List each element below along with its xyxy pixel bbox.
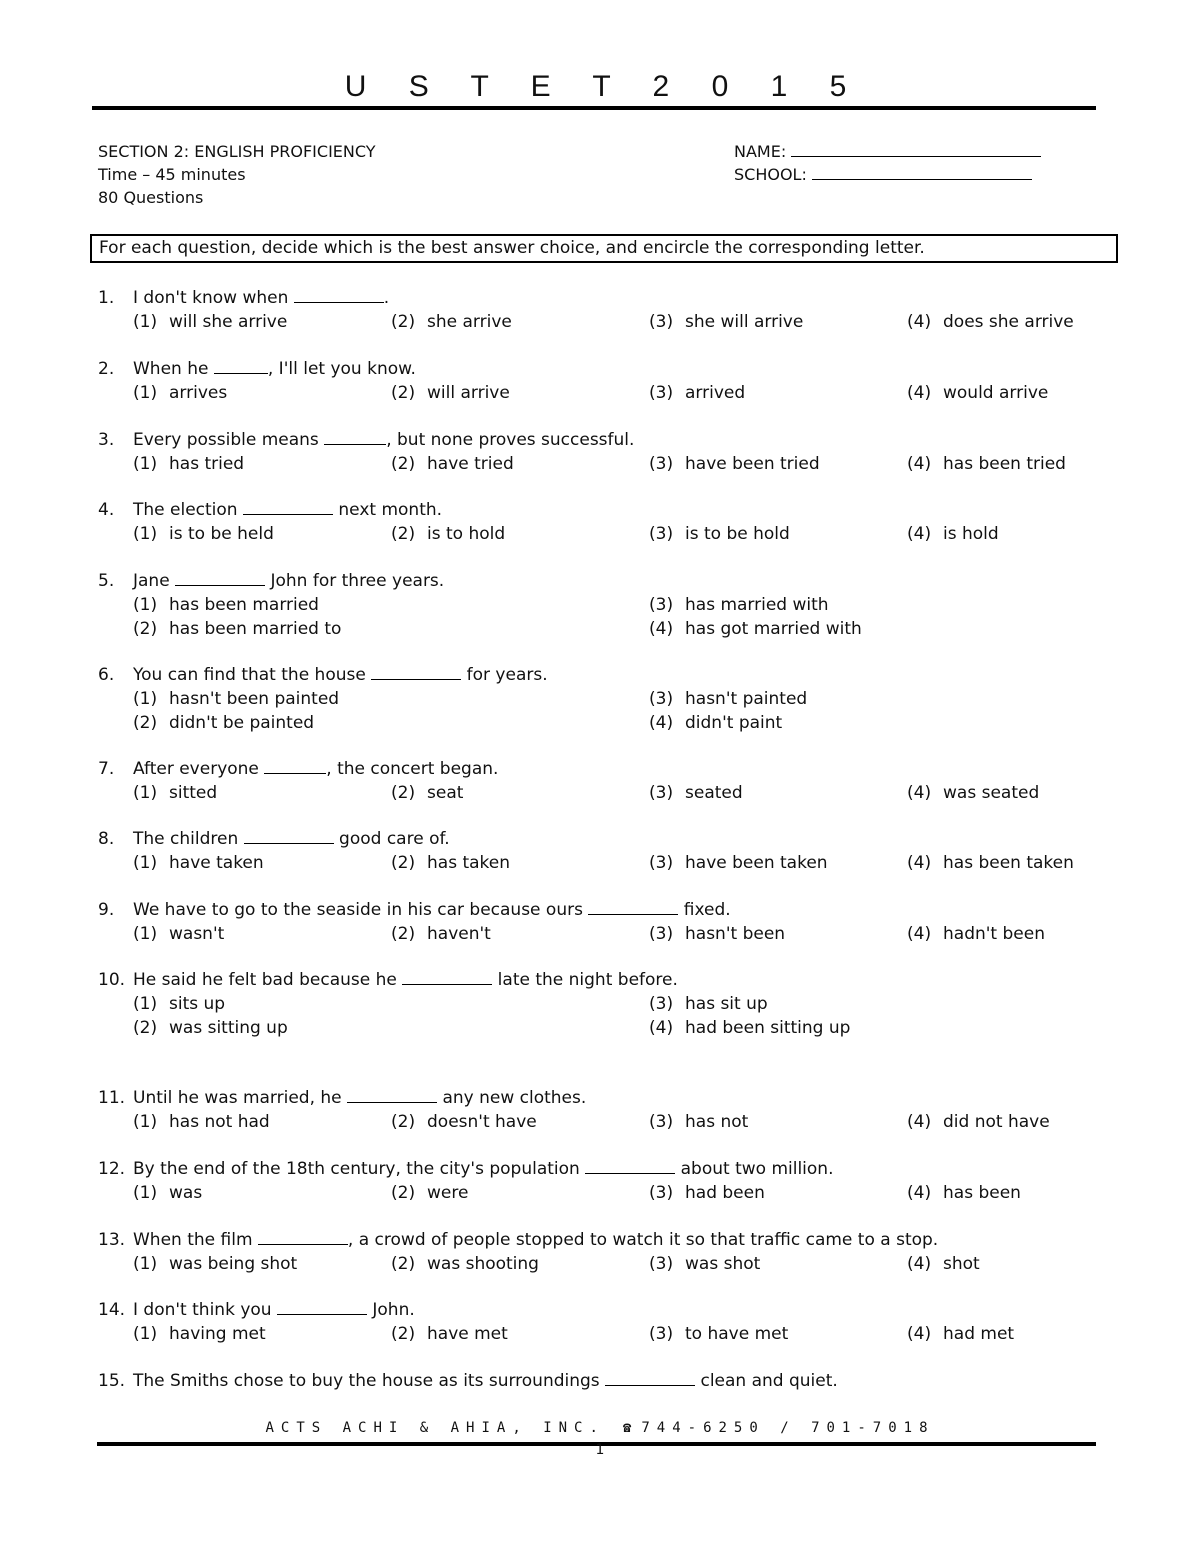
question	[98, 1369, 1108, 1393]
company-name: ACTS ACHI & AHIA, INC.	[265, 1420, 605, 1436]
question	[98, 569, 1108, 641]
name-label: NAME:	[734, 142, 787, 161]
answer-blank	[324, 429, 386, 445]
answer-blank	[243, 499, 333, 515]
question-stem-end: good care of.	[339, 829, 450, 849]
answer-option[interactable]: (3) has married with	[649, 595, 829, 615]
answer-option[interactable]: (2) didn't be painted	[133, 713, 315, 733]
question-number: 1.	[98, 288, 115, 308]
answer-blank	[277, 1299, 367, 1315]
answer-option[interactable]: (4) had been sitting up	[649, 1018, 851, 1038]
answer-blank	[588, 899, 678, 915]
school-field[interactable]	[812, 163, 1032, 180]
question-stem-start: The children	[133, 829, 239, 849]
question-stem-end: clean and quiet.	[700, 1371, 838, 1391]
question-stem-end: for years.	[466, 665, 548, 685]
answer-option[interactable]: (3) arrived	[649, 383, 746, 403]
questions-count: 80 Questions	[98, 188, 204, 207]
question-number: 11.	[98, 1088, 126, 1108]
answer-option[interactable]: (3) has sit up	[649, 994, 768, 1014]
answer-blank	[294, 287, 384, 303]
question	[98, 1298, 1108, 1346]
answer-option[interactable]: (4) does she arrive	[907, 312, 1074, 332]
answer-option[interactable]: (4) would arrive	[907, 383, 1049, 403]
answer-option[interactable]: (3) has not	[649, 1112, 749, 1132]
answer-option[interactable]: (2) was shooting	[391, 1254, 539, 1274]
question-number: 7.	[98, 759, 115, 779]
question-stem-end: any new clothes.	[442, 1088, 587, 1108]
answer-option[interactable]: (4) shot	[907, 1254, 980, 1274]
question-stem-end: , I'll let you know.	[267, 359, 416, 379]
answer-option[interactable]: (1) has tried	[133, 454, 245, 474]
page-title: U S T E T 2 0 1 5	[344, 70, 864, 103]
answer-option[interactable]: (3) was shot	[649, 1254, 761, 1274]
answer-option[interactable]: (4) has been tried	[907, 454, 1066, 474]
answer-option[interactable]: (1) having met	[133, 1324, 266, 1344]
question-stem-start: Jane	[133, 571, 170, 591]
answer-option[interactable]: (1) have taken	[133, 853, 264, 873]
answer-option[interactable]: (1) will she arrive	[133, 312, 288, 332]
question-stem-end: about two million.	[680, 1159, 834, 1179]
answer-option[interactable]: (2) haven't	[391, 924, 491, 944]
answer-option[interactable]: (1) sitted	[133, 783, 218, 803]
answer-option[interactable]: (2) doesn't have	[391, 1112, 537, 1132]
answer-option[interactable]: (4) hadn't been	[907, 924, 1045, 944]
question-stem-start: Until he was married, he	[133, 1088, 342, 1108]
answer-blank	[347, 1087, 437, 1103]
answer-option[interactable]: (2) has taken	[391, 853, 511, 873]
question-stem-end: next month.	[338, 500, 443, 520]
question-stem-start: When he	[133, 359, 209, 379]
question-stem-end: , but none proves successful.	[386, 430, 635, 450]
question-stem-end: .	[383, 288, 390, 308]
answer-option[interactable]: (4) is hold	[907, 524, 999, 544]
answer-option[interactable]: (4) has been	[907, 1183, 1021, 1203]
question	[98, 428, 1108, 476]
question-stem-start: By the end of the 18th century, the city's population	[133, 1159, 580, 1179]
answer-option[interactable]: (2) have met	[391, 1324, 508, 1344]
name-row	[734, 140, 1041, 163]
question-stem-start: Every possible means	[133, 430, 319, 450]
question-number: 5.	[98, 571, 115, 591]
answer-option[interactable]: (1) wasn't	[133, 924, 225, 944]
answer-option[interactable]: (2) seat	[391, 783, 464, 803]
question	[98, 898, 1108, 946]
answer-option[interactable]: (3) hasn't been	[649, 924, 786, 944]
question-number: 10.	[98, 970, 126, 990]
telephone-icon: ☎	[622, 1420, 632, 1436]
question-stem-start: When the film	[133, 1230, 253, 1250]
question-number: 12.	[98, 1159, 126, 1179]
answer-option[interactable]: (3) hasn't painted	[649, 689, 808, 709]
page-number: 1	[595, 1442, 605, 1458]
question	[98, 357, 1108, 405]
question-number: 9.	[98, 900, 115, 920]
answer-option[interactable]: (2) she arrive	[391, 312, 512, 332]
question-stem-start: He said he felt bad because he	[133, 970, 397, 990]
answer-blank	[258, 1229, 348, 1245]
name-field[interactable]	[791, 140, 1041, 157]
question-stem-end: John for three years.	[270, 571, 445, 591]
answer-blank	[605, 1370, 695, 1386]
question	[98, 1157, 1108, 1205]
answer-option[interactable]: (3) to have met	[649, 1324, 789, 1344]
question-stem-end: , the concert began.	[326, 759, 499, 779]
answer-blank	[402, 969, 492, 985]
phone-numbers: 744-6250 / 701-7018	[641, 1420, 935, 1436]
answer-blank	[371, 664, 461, 680]
instructions-box: For each question, decide which is the best answer choice, and encircle the corresponding letter.	[90, 234, 1118, 263]
answer-option[interactable]: (1) was being shot	[133, 1254, 298, 1274]
question	[98, 968, 1108, 1040]
question	[98, 498, 1108, 546]
question-number: 2.	[98, 359, 115, 379]
answer-option[interactable]: (3) seated	[649, 783, 743, 803]
section-info	[98, 140, 376, 209]
answer-option[interactable]: (3) have been taken	[649, 853, 828, 873]
question-number: 8.	[98, 829, 115, 849]
answer-option[interactable]: (4) had met	[907, 1324, 1015, 1344]
answer-option[interactable]: (4) was seated	[907, 783, 1040, 803]
answer-option[interactable]: (2) was sitting up	[133, 1018, 288, 1038]
question-stem-start: After everyone	[133, 759, 259, 779]
answer-option[interactable]: (1) was	[133, 1183, 203, 1203]
question-stem-start: I don't think you	[133, 1300, 272, 1320]
question-number: 4.	[98, 500, 115, 520]
answer-option[interactable]: (2) have tried	[391, 454, 514, 474]
question-stem-start: The Smiths chose to buy the house as its surroundings	[133, 1371, 600, 1391]
answer-option[interactable]: (2) is to hold	[391, 524, 506, 544]
question-stem-end: late the night before.	[497, 970, 678, 990]
answer-option[interactable]: (3) she will arrive	[649, 312, 804, 332]
question-stem-end: fixed.	[683, 900, 731, 920]
question-stem-start: You can find that the house	[133, 665, 366, 685]
section-label: SECTION 2: ENGLISH PROFICIENCY	[98, 142, 376, 161]
answer-blank	[175, 570, 265, 586]
top-rule	[92, 106, 1096, 110]
answer-blank	[264, 758, 326, 774]
answer-option[interactable]: (2) were	[391, 1183, 469, 1203]
answer-option[interactable]: (3) is to be hold	[649, 524, 790, 544]
answer-blank	[585, 1158, 675, 1174]
question-stem-start: I don't know when	[133, 288, 289, 308]
answer-option[interactable]: (4) did not have	[907, 1112, 1050, 1132]
question-number: 3.	[98, 430, 115, 450]
answer-option[interactable]: (1) has been married	[133, 595, 319, 615]
time-label: Time – 45 minutes	[98, 165, 246, 184]
question	[98, 286, 1108, 334]
question-stem-start: We have to go to the seaside in his car because ours	[133, 900, 583, 920]
question	[98, 827, 1108, 875]
answer-blank	[244, 828, 334, 844]
answer-option[interactable]: (4) didn't paint	[649, 713, 783, 733]
answer-option[interactable]: (1) is to be held	[133, 524, 274, 544]
answer-option[interactable]: (4) has been taken	[907, 853, 1074, 873]
question-number: 14.	[98, 1300, 126, 1320]
answer-option[interactable]: (2) has been married to	[133, 619, 342, 639]
answer-option[interactable]: (3) had been	[649, 1183, 765, 1203]
school-row	[734, 163, 1041, 186]
answer-option[interactable]: (1) has not had	[133, 1112, 270, 1132]
answer-option[interactable]: (4) has got married with	[649, 619, 862, 639]
question-stem-end: , a crowd of people stopped to watch it so that traffic came to a stop.	[347, 1230, 939, 1250]
question	[98, 1086, 1108, 1134]
answer-option[interactable]: (3) have been tried	[649, 454, 820, 474]
question-number: 15.	[98, 1371, 126, 1391]
school-label: SCHOOL:	[734, 165, 807, 184]
answer-option[interactable]: (1) arrives	[133, 383, 228, 403]
question	[98, 757, 1108, 805]
question	[98, 1228, 1108, 1276]
question	[98, 663, 1108, 735]
answer-blank	[214, 358, 268, 374]
answer-option[interactable]: (1) hasn't been painted	[133, 689, 340, 709]
answer-option[interactable]: (1) sits up	[133, 994, 226, 1014]
answer-option[interactable]: (2) will arrive	[391, 383, 510, 403]
question-stem-start: The election	[133, 500, 238, 520]
question-stem-end: John.	[372, 1300, 415, 1320]
student-info	[734, 140, 1041, 186]
footer	[0, 1420, 1200, 1436]
question-number: 6.	[98, 665, 115, 685]
question-number: 13.	[98, 1230, 126, 1250]
